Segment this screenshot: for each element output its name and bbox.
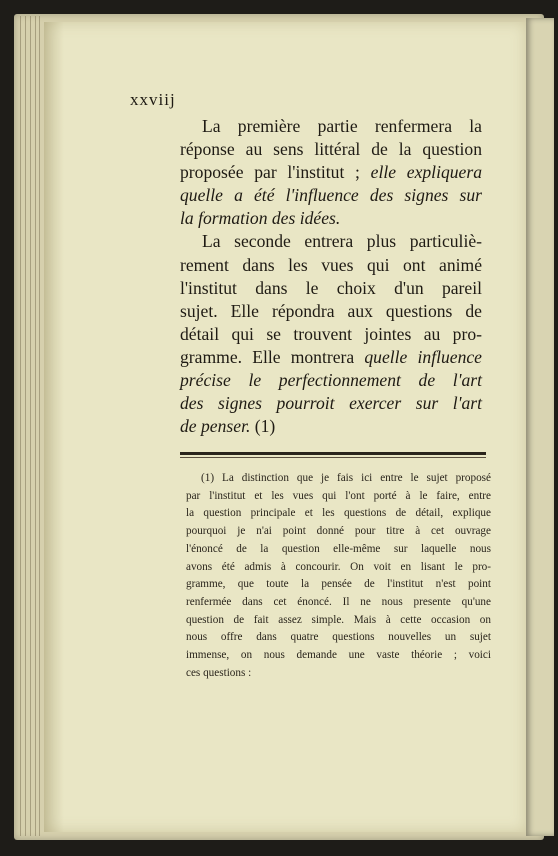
footnote-line: renfermée dans cet énoncé. Il ne nous presente qu'une bbox=[186, 595, 491, 608]
footnote-line: question de fait assez simple. Mais à cette occasion on bbox=[186, 613, 491, 626]
text-line bbox=[180, 346, 482, 369]
text-segment: gramme. Elle montrera bbox=[180, 346, 365, 367]
page-edge-line bbox=[25, 16, 26, 836]
footnote-line: nous offre dans quatre questions nouvelles un sujet bbox=[186, 631, 491, 644]
page-edge-line bbox=[35, 16, 36, 836]
text-line bbox=[180, 369, 482, 392]
footnote-line: immense, on nous demande une vaste théorie ; voici bbox=[186, 649, 491, 662]
main-text bbox=[180, 115, 482, 438]
text-line bbox=[180, 184, 482, 207]
text-line: l'institut dans le choix d'un pareil bbox=[180, 277, 482, 298]
italic-segment: elle expliquera bbox=[370, 162, 482, 183]
footnote bbox=[186, 470, 491, 682]
footnote-divider bbox=[180, 452, 486, 455]
page-edge-line bbox=[20, 16, 21, 836]
footnote-line: pourquoi je n'ai point donné pour titre à cet ouvrage bbox=[186, 525, 491, 538]
text-segment: proposée par l'institut ; bbox=[180, 162, 371, 183]
text-line: rement dans les vues qui ont animé bbox=[180, 254, 482, 275]
footnote-reference[interactable]: (1) bbox=[250, 416, 276, 437]
italic-segment: des signes pourroit exercer sur l'art bbox=[180, 393, 482, 414]
text-line bbox=[180, 415, 482, 438]
page-edge-line bbox=[30, 16, 31, 836]
text-line: La seconde entrera plus particuliè- bbox=[202, 231, 482, 252]
footnote-line: gramme, que toute la pensée de l'institut n'est point bbox=[186, 578, 491, 591]
italic-segment: quelle a été l'influence des signes sur bbox=[180, 185, 482, 206]
text-line bbox=[180, 207, 482, 230]
page-edge-line bbox=[39, 16, 40, 836]
text-line bbox=[180, 161, 482, 184]
footnote-line: avons été admis à concourir. On voit en lisant le pro- bbox=[186, 560, 491, 573]
italic-segment: précise le perfectionnement de l'art bbox=[180, 370, 482, 391]
italic-segment: la formation des idées. bbox=[180, 208, 341, 229]
text-line bbox=[180, 392, 482, 415]
page-number: xxviij bbox=[130, 90, 176, 109]
italic-segment: de penser. bbox=[180, 416, 251, 437]
facing-page-edge bbox=[526, 18, 554, 836]
text-line: La première partie renfermera la bbox=[202, 116, 482, 136]
text-line: sujet. Elle répondra aux questions de bbox=[180, 300, 482, 321]
footnote-line: (1) La distinction que je fais ici entre le sujet proposé bbox=[201, 472, 491, 484]
footnote-divider-thin bbox=[180, 457, 486, 458]
footnote-line: l'énoncé de la question elle-même sur laquelle nous bbox=[186, 542, 491, 555]
footnote-line: la question principale et les questions de détail, explique bbox=[186, 507, 491, 520]
footnote-line: ces questions : bbox=[186, 666, 252, 679]
text-line: réponse au sens littéral de la question bbox=[180, 139, 482, 160]
footnote-line: par l'institut et les vues qui l'ont porté à le faire, entre bbox=[186, 489, 491, 502]
gutter-shadow bbox=[44, 22, 64, 832]
text-line: détail qui se trouvent jointes au pro- bbox=[180, 323, 482, 344]
italic-segment: quelle influence bbox=[364, 346, 482, 367]
